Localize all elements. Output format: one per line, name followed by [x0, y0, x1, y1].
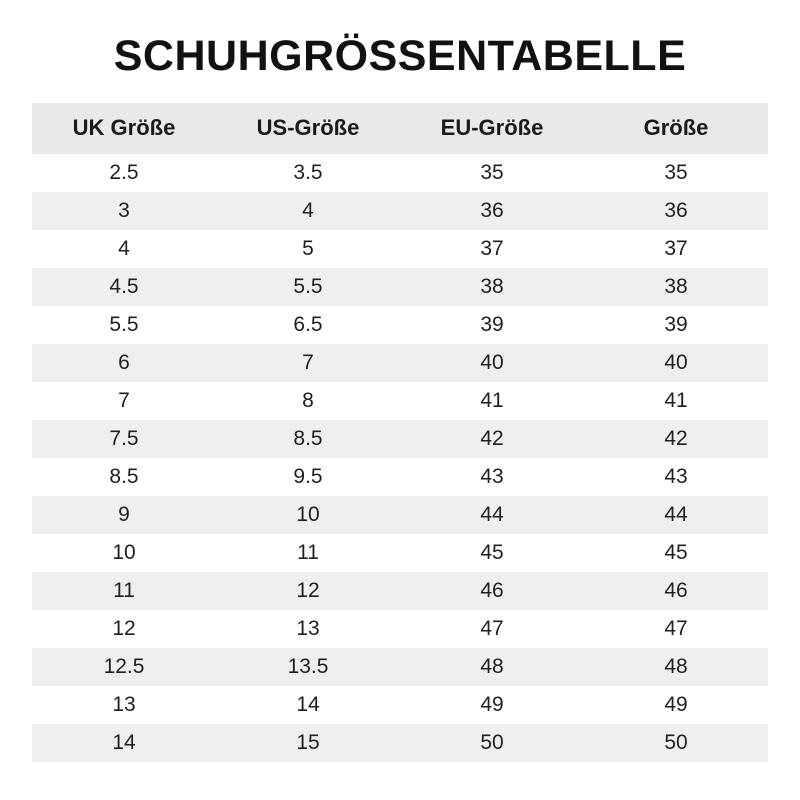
cell-uk: 13 — [112, 693, 136, 716]
cell-us: 13 — [296, 617, 320, 640]
cell-size: 38 — [664, 275, 688, 298]
cell-uk: 12 — [112, 617, 136, 640]
cell-size: 45 — [664, 541, 688, 564]
column-header-uk: UK Größe — [32, 103, 216, 154]
cell-uk: 10 — [112, 541, 136, 564]
cell-size: 44 — [664, 503, 688, 526]
cell-us: 11 — [297, 541, 319, 564]
cell-us: 14 — [296, 693, 320, 716]
table-row — [32, 420, 768, 458]
cell-us: 8.5 — [293, 427, 323, 450]
cell-us: 5.5 — [293, 275, 323, 298]
cell-size: 47 — [664, 617, 688, 640]
table-row — [32, 572, 768, 610]
cell-size: 42 — [664, 427, 688, 450]
cell-us: 7 — [302, 351, 314, 374]
cell-eu: 50 — [480, 731, 504, 754]
cell-uk: 2.5 — [109, 161, 139, 184]
shoe-size-table — [32, 103, 768, 762]
cell-us: 10 — [296, 503, 320, 526]
column-header-us: US-Größe — [216, 103, 400, 154]
page-title: SCHUHGRÖSSENTABELLE — [113, 32, 687, 80]
cell-uk: 7.5 — [109, 427, 139, 450]
table-row — [32, 192, 768, 230]
cell-us: 15 — [296, 731, 320, 754]
cell-eu: 44 — [480, 503, 504, 526]
table-row — [32, 496, 768, 534]
column-header-eu: EU-Größe — [400, 103, 584, 154]
cell-eu: 47 — [480, 617, 504, 640]
cell-size: 37 — [664, 237, 688, 260]
cell-size: 48 — [664, 655, 688, 678]
cell-eu: 39 — [480, 313, 504, 336]
cell-size: 41 — [664, 389, 688, 412]
cell-eu: 38 — [480, 275, 504, 298]
cell-eu: 36 — [480, 199, 504, 222]
cell-eu: 41 — [480, 389, 504, 412]
table-row — [32, 648, 768, 686]
cell-eu: 37 — [480, 237, 504, 260]
table-row — [32, 610, 768, 648]
cell-size: 43 — [664, 465, 688, 488]
cell-uk: 7 — [118, 389, 130, 412]
cell-size: 36 — [664, 199, 688, 222]
cell-us: 6.5 — [293, 313, 323, 336]
cell-us: 5 — [302, 237, 314, 260]
cell-size: 35 — [664, 161, 688, 184]
cell-uk: 6 — [118, 351, 130, 374]
cell-eu: 40 — [480, 351, 504, 374]
cell-eu: 48 — [480, 655, 504, 678]
table-row — [32, 306, 768, 344]
cell-eu: 43 — [480, 465, 504, 488]
cell-eu: 35 — [480, 161, 504, 184]
cell-size: 49 — [664, 693, 688, 716]
cell-size: 40 — [664, 351, 688, 374]
cell-eu: 49 — [480, 693, 504, 716]
size-table-container — [0, 103, 800, 800]
table-row — [32, 382, 768, 420]
cell-us: 13.5 — [287, 655, 329, 678]
table-row — [32, 154, 768, 192]
cell-size: 46 — [664, 579, 688, 602]
table-header-row — [32, 103, 768, 154]
cell-uk: 8.5 — [109, 465, 139, 488]
cell-us: 12 — [296, 579, 320, 602]
cell-uk: 9 — [118, 503, 130, 526]
cell-size: 50 — [664, 731, 688, 754]
cell-uk: 4.5 — [109, 275, 139, 298]
cell-uk: 14 — [112, 731, 136, 754]
cell-us: 8 — [302, 389, 314, 412]
cell-eu: 42 — [480, 427, 504, 450]
cell-us: 4 — [302, 199, 314, 222]
cell-uk: 5.5 — [109, 313, 139, 336]
cell-uk: 3 — [118, 199, 130, 222]
cell-size: 39 — [664, 313, 688, 336]
cell-uk: 4 — [118, 237, 130, 260]
cell-us: 3.5 — [293, 161, 323, 184]
cell-uk: 11 — [113, 579, 135, 602]
table-body — [32, 154, 768, 762]
cell-us: 9.5 — [293, 465, 323, 488]
table-row — [32, 344, 768, 382]
cell-eu: 45 — [480, 541, 504, 564]
table-row — [32, 458, 768, 496]
table-row — [32, 230, 768, 268]
table-row — [32, 268, 768, 306]
table-row — [32, 686, 768, 724]
cell-uk: 12.5 — [103, 655, 145, 678]
column-header-size: Größe — [584, 103, 768, 154]
table-header — [32, 103, 768, 154]
table-row — [32, 724, 768, 762]
table-row — [32, 534, 768, 572]
cell-eu: 46 — [480, 579, 504, 602]
